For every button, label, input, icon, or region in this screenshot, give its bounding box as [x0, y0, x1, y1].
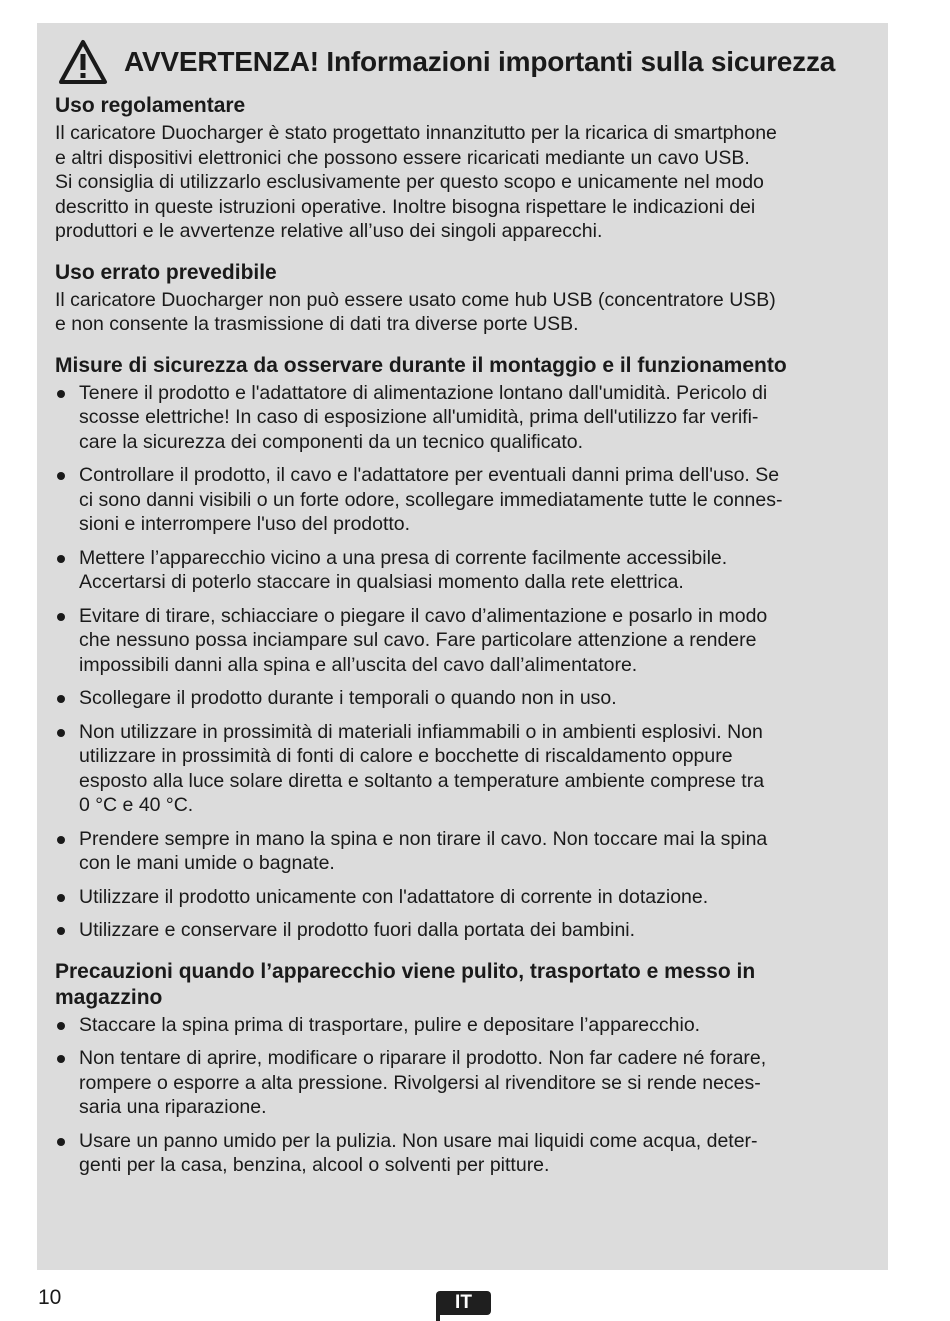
bullet-dot-icon — [57, 1138, 65, 1146]
bullet-dot-icon — [57, 894, 65, 902]
list-item: Controllare il prodotto, il cavo e l'adattatore per eventuali danni prima dell'uso. Se ci sono danni visibili o un forte odore, scollegare immediatamente tutte le connes- sioni e interrompere l'uso del prodotto. — [55, 463, 870, 537]
language-tab: IT — [436, 1291, 491, 1315]
bullet-dot-icon — [57, 729, 65, 737]
bullet-dot-icon — [57, 695, 65, 703]
bullet-list — [55, 381, 870, 943]
text-line: e altri dispositivi elettronici che possono essere ricaricati mediante un cavo USB. — [55, 146, 750, 169]
section-body — [55, 121, 870, 244]
warning-title: AVVERTENZA! Informazioni importanti sulla sicurezza — [124, 46, 836, 77]
list-item: Scollegare il prodotto durante i temporali o quando non in uso. — [55, 686, 870, 711]
text-line: Si consiglia di utilizzarlo esclusivamente per questo scopo e unicamente nel modo — [55, 171, 764, 193]
bullet-dot-icon — [57, 1055, 65, 1063]
section-body — [55, 288, 870, 337]
section-heading: Uso errato prevedibile — [55, 260, 277, 284]
section-misure-sicurezza — [55, 353, 870, 943]
section-heading: Uso regolamentare — [55, 94, 246, 117]
bullet-dot-icon — [57, 472, 65, 480]
list-item: Mettere l’apparecchio vicino a una presa di corrente facilmente accessibile. Accertarsi di poterlo staccare in qualsiasi momento dalla rete elettrica. — [55, 546, 870, 595]
list-item: Staccare la spina prima di trasportare, pulire e depositare l’apparecchio. — [55, 1013, 870, 1038]
list-item: Tenere il prodotto e l'adattatore di alimentazione lontano dall'umidità. Pericolo di scosse elettriche! In caso di esposizione all'umidità, prima dell'utilizzo far verifi- care la sicurezza dei componenti da un tecnico qualificato. — [55, 381, 870, 455]
list-item: Evitare di tirare, schiacciare o piegare il cavo d’alimentazione e posarlo in modo che nessuno possa inciampare sul cavo. Fare particolare attenzione a rendere impossibili danni alla spina e all’uscita del cavo dall’alimentatore. — [55, 604, 870, 678]
list-item: Usare un panno umido per la pulizia. Non usare mai liquidi come acqua, deter- genti per la casa, benzina, alcool o solventi per pitture. — [55, 1129, 870, 1178]
section-heading: Precauzioni quando l’apparecchio viene pulito, trasportato e messo in magazzino — [55, 959, 756, 1009]
section-precauzioni — [55, 959, 870, 1178]
list-item: Non tentare di aprire, modificare o riparare il prodotto. Non far cadere né forare, rompere o esporre a alta pressione. Rivolgersi al rivenditore se si rende neces- saria una riparazione. — [55, 1046, 870, 1120]
text-line: e non consente la trasmissione di dati tra diverse porte USB. — [55, 313, 579, 335]
page-number: 10 — [38, 1286, 62, 1309]
warning-triangle-icon — [58, 39, 108, 85]
safety-warning-panel — [37, 23, 888, 1270]
bullet-dot-icon — [57, 390, 65, 398]
text-line: descritto in queste istruzioni operative. Inoltre bisogna rispettare le indicazioni dei — [55, 195, 756, 218]
list-item: Prendere sempre in mano la spina e non tirare il cavo. Non toccare mai la spina con le mani umide o bagnate. — [55, 827, 870, 876]
list-item: Utilizzare il prodotto unicamente con l'adattatore di corrente in dotazione. — [55, 885, 870, 910]
section-uso-regolamentare — [55, 93, 870, 244]
text-line: Il caricatore Duocharger non può essere usato come hub USB (concentratore USB) — [55, 288, 776, 311]
section-uso-errato — [55, 260, 870, 337]
bullet-dot-icon — [57, 836, 65, 844]
bullet-list — [55, 1013, 870, 1178]
bullet-dot-icon — [57, 555, 65, 563]
warning-header — [58, 33, 870, 91]
text-line: Il caricatore Duocharger è stato progettato innanzitutto per la ricarica di smartphone — [55, 122, 777, 144]
section-heading: Misure di sicurezza da osservare durante il montaggio e il funzionamento — [55, 353, 787, 377]
list-item: Utilizzare e conservare il prodotto fuori dalla portata dei bambini. — [55, 918, 870, 943]
bullet-dot-icon — [57, 927, 65, 935]
bullet-dot-icon — [57, 613, 65, 621]
list-item: Non utilizzare in prossimità di materiali infiammabili o in ambienti esplosivi. Non utilizzare in prossimità di fonti di calore e bocchette di riscaldamento oppure esposto alla luce solare diretta e soltanto a temperature ambiente comprese tra 0 °C e 40 °C. — [55, 720, 870, 818]
text-line: produttori e le avvertenze relative all’uso dei singoli apparecchi. — [55, 220, 603, 242]
bullet-dot-icon — [57, 1022, 65, 1030]
